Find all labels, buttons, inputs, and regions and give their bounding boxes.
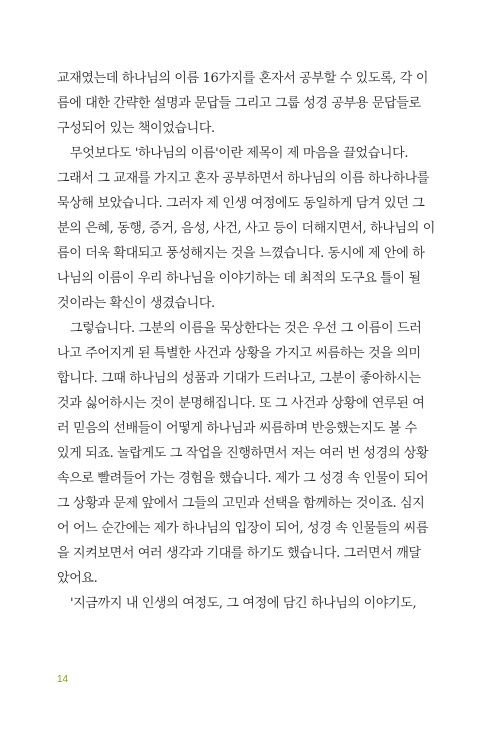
- text-line: 합니다. 그때 하나님의 성품과 기대가 드러나고, 그분이 좋아하시는: [57, 371, 421, 386]
- text-line: 그 상황과 문제 앞에서 그들의 고민과 선택을 함께하는 것이죠. 심지: [57, 496, 425, 511]
- text-line: 무엇보다도 '하나님의 이름'이란 제목이 제 마음을 끌었습니다.: [70, 146, 409, 161]
- text-line: 묵상해 보았습니다. 그러자 제 인생 여정에도 동일하게 담겨 있던 그: [57, 196, 425, 211]
- text-line: 것과 싫어하시는 것이 분명해집니다. 또 그 사건과 상황에 연루된 여: [57, 396, 425, 411]
- text-line: 름에 대한 간략한 설명과 문답들 그리고 그룹 성경 공부용 문답들로: [57, 96, 421, 111]
- text-line: 있게 되죠. 놀랍게도 그 작업을 진행하면서 저는 여러 번 성경의 상황: [57, 446, 429, 461]
- text-line: 어 어느 순간에는 제가 하나님의 입장이 되어, 성경 속 인물들의 씨름: [57, 521, 429, 536]
- text-line: '지금까지 내 인생의 여정도, 그 여정에 담긴 하나님의 이야기도,: [70, 596, 417, 611]
- text-line: 속으로 빨려들어 가는 경험을 했습니다. 제가 그 성경 속 인물이 되어: [57, 471, 429, 486]
- text-line: 러 믿음의 선배들이 어떻게 하나님과 씨름하며 반응했는지도 볼 수: [57, 421, 417, 436]
- text-line: 그래서 그 교재를 가지고 혼자 공부하면서 하나님의 이름 하나하나를: [57, 171, 430, 186]
- text-line: 았어요.: [57, 571, 98, 586]
- text-line: 름이 더욱 확대되고 풍성해지는 것을 느꼈습니다. 동시에 제 안에 하: [57, 246, 425, 261]
- text-line: 을 지켜보면서 여러 생각과 기대를 하기도 했습니다. 그러면서 깨달: [57, 546, 421, 561]
- text-line: 분의 은혜, 동행, 증거, 음성, 사건, 사고 등이 더해지면서, 하나님의 이: [57, 221, 435, 236]
- page-number: 14: [57, 674, 69, 685]
- text-line: 것이라는 확신이 생겼습니다.: [57, 296, 215, 311]
- text-line: 나님의 이름이 우리 하나님을 이야기하는 데 최적의 도구요 틀이 될: [57, 271, 421, 286]
- text-line: 그렇습니다. 그분의 이름을 묵상한다는 것은 우선 그 이름이 드러: [70, 321, 422, 336]
- body-text: [57, 66, 447, 616]
- text-line: 교재였는데 하나님의 이름 16가지를 혼자서 공부할 수 있도록, 각 이: [57, 71, 429, 86]
- text-line: 구성되어 있는 책이었습니다.: [57, 121, 215, 136]
- text-line: 나고 주어지게 된 특별한 사건과 상황을 가지고 씨름하는 것을 의미: [57, 346, 421, 361]
